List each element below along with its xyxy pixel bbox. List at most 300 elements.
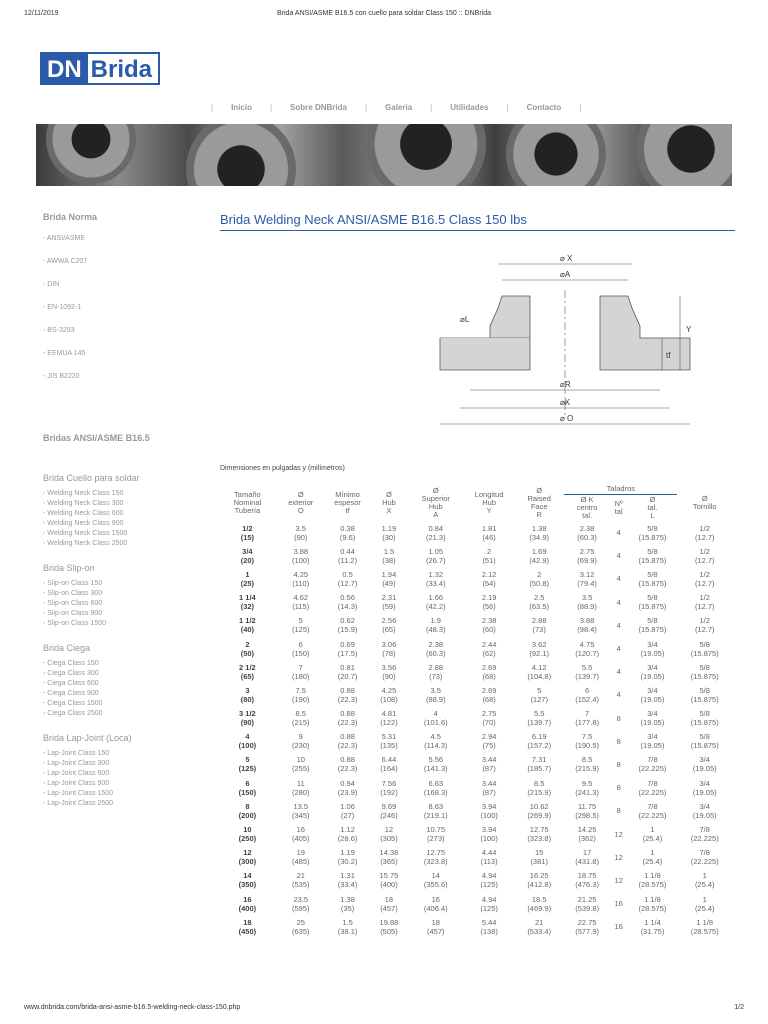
table-cell: 13.5 (345): [291, 801, 310, 820]
table-row: [218, 776, 732, 799]
table-cell: 1 (25): [240, 569, 255, 588]
table-cell: 1.38 (35): [340, 894, 355, 913]
table-cell: 3/4 (19.05): [640, 639, 665, 658]
table-cell: 8: [616, 713, 621, 723]
table-cell: 1.81 (46): [481, 523, 497, 542]
table-cell: 1.66 (42.2): [425, 593, 446, 612]
table-cell: 5/8 (15.875): [690, 732, 719, 751]
sidebar-item-ansi[interactable]: - ANSI/ASME: [43, 235, 86, 242]
flange-image-shape: [506, 124, 606, 186]
header-longitud: Longitud Hub Y: [474, 489, 504, 515]
table-cell: 1/2 (12.7): [694, 546, 715, 565]
label-l: ⌀L: [460, 315, 470, 324]
table-cell: 3.44 (87): [481, 755, 497, 774]
table-cell: 5 (125): [238, 755, 257, 774]
table-cell: 3.88 (100): [291, 546, 310, 565]
table-cell: 21.25 (539.8): [575, 894, 599, 913]
table-cell: 22.75 (577.9): [575, 917, 599, 936]
table-cell: 5/8 (15.875): [690, 685, 719, 704]
table-cell: 14.38 (365): [379, 848, 399, 867]
ciega-list: [43, 659, 203, 719]
table-cell: 0.56 (14.3): [337, 593, 358, 612]
table-cell: 2.19 (56): [481, 593, 497, 612]
table-row: [218, 915, 732, 938]
header-exterior: Ø exterior O: [288, 489, 314, 515]
table-cell: 2.75 (70): [481, 709, 497, 728]
sidebar-ansi-heading: Bridas ANSI/ASME B16.5: [43, 433, 150, 443]
sidebar-link[interactable]: - Ciega Class 600: [43, 680, 99, 687]
table-cell: 2.69 (68): [481, 685, 497, 704]
table-cell: 2.69 (68): [481, 662, 497, 681]
table-cell: 7/8 (22.225): [638, 755, 667, 774]
table-cell: 2.56 (65): [381, 616, 397, 635]
table-cell: 3.88 (98.4): [577, 616, 597, 635]
table-cell: 1 (25.4): [694, 894, 715, 913]
table-cell: 1.9 (48.3): [425, 616, 446, 635]
sidebar-link[interactable]: - Welding Neck Class 2500: [43, 540, 128, 547]
table-row: [218, 892, 732, 915]
table-cell: 5/8 (15.875): [690, 662, 719, 681]
table-cell: 25 (635): [291, 917, 310, 936]
label-a: ⌀A: [560, 270, 571, 279]
table-cell: 16: [614, 899, 623, 909]
table-row: [218, 637, 732, 660]
table-cell: 8: [616, 759, 621, 769]
table-cell: 5/8 (15.875): [638, 616, 667, 635]
table-cell: 8.5 (215.9): [575, 755, 599, 774]
table-cell: 8 (200): [238, 801, 257, 820]
table-cell: 1.31 (33.4): [337, 871, 358, 890]
header-espesor: Mínimo espesor tf: [334, 489, 361, 515]
table-cell: 9.69 (246): [380, 801, 398, 820]
sidebar-item-awwa[interactable]: - AWWA C207: [43, 258, 88, 265]
sidebar-link[interactable]: - Ciega Class 900: [43, 690, 99, 697]
table-cell: 2.88 (73): [531, 616, 547, 635]
table-cell: 18.75 (476.3): [575, 871, 599, 890]
table-row: [218, 753, 732, 776]
table-cell: 16 (406.4): [423, 894, 448, 913]
table-cell: 4: [616, 574, 621, 584]
table-cell: 3/4 (19.05): [692, 755, 717, 774]
sidebar-norma-heading: Brida Norma: [43, 212, 98, 222]
table-cell: 2.12 (54): [481, 569, 497, 588]
lap-joint-list: [43, 749, 203, 809]
slip-on-list: [43, 579, 203, 629]
table-cell: 1 1/2 (40): [239, 616, 256, 635]
table-cell: 4: [616, 690, 621, 700]
table-cell: 12: [614, 829, 623, 839]
table-cell: 2.31 (59): [381, 593, 397, 612]
table-cell: 3.44 (87): [481, 778, 497, 797]
sidebar-link[interactable]: - Lap-Joint Class 900: [43, 780, 110, 787]
table-cell: 1.69 (42.9): [529, 546, 549, 565]
norma-list: [43, 232, 203, 393]
dimensions-table: [218, 484, 732, 938]
table-cell: 12: [614, 875, 623, 885]
sidebar-link[interactable]: - Lap-Joint Class 600: [43, 770, 110, 777]
table-cell: 7 (180): [291, 662, 310, 681]
table-row: [218, 730, 732, 753]
logo-dn: DN: [40, 52, 88, 85]
print-date: 12/11/2019: [24, 10, 59, 17]
table-cell: 6.19 (157.2): [527, 732, 552, 751]
table-cell: 0.69 (17.5): [337, 639, 358, 658]
table-cell: 12.75 (323.8): [423, 848, 448, 867]
sidebar-item-jis[interactable]: - JIS B2220: [43, 373, 80, 380]
table-cell: 16.25 (412.8): [527, 871, 552, 890]
table-cell: 2.88 (73): [428, 662, 444, 681]
nav-separator: |: [579, 103, 582, 112]
table-cell: 5.5 (139.7): [575, 662, 599, 681]
table-cell: 0.88 (22.3): [337, 709, 358, 728]
label-y: Y: [686, 325, 692, 334]
table-cell: 3 (80): [240, 685, 255, 704]
table-cell: 3/4 (19.05): [640, 732, 665, 751]
table-cell: 4.25 (110): [292, 569, 310, 588]
sidebar-link[interactable]: - Slip-on Class 300: [43, 590, 103, 597]
sidebar-link[interactable]: - Welding Neck Class 150: [43, 490, 124, 497]
table-cell: 1 1/4 (31.75): [640, 917, 665, 936]
table-cell: 1.19 (30.2): [337, 848, 358, 867]
table-cell: 7.56 (192): [380, 778, 398, 797]
label-k: ⌀K: [560, 398, 571, 407]
dnbrida-logo[interactable]: [40, 52, 178, 85]
sidebar-link[interactable]: - Lap-Joint Class 150: [43, 750, 110, 757]
table-cell: 4.62 (115): [292, 593, 310, 612]
table-cell: 6.63 (168.3): [423, 778, 448, 797]
group-title-ciega[interactable]: Brida Ciega: [43, 643, 91, 653]
table-row: [218, 591, 732, 614]
table-cell: 5 (125): [291, 616, 310, 635]
sidebar-link[interactable]: - Ciega Class 300: [43, 670, 99, 677]
table-cell: 3/4 (20): [240, 546, 255, 565]
table-cell: 3/4 (19.05): [692, 778, 717, 797]
table-row: [218, 869, 732, 892]
table-cell: 5.31 (135): [380, 732, 398, 751]
group-title-lap-joint[interactable]: Brida Lap-Joint (Loca): [43, 733, 132, 743]
table-row: [218, 846, 732, 869]
table-cell: 1 (25.4): [642, 825, 663, 844]
nav-separator: |: [430, 103, 433, 112]
nav-sobre[interactable]: Sobre DNBrida: [290, 103, 347, 112]
table-cell: 4.94 (125): [480, 871, 498, 890]
table-cell: 2.38 (60.3): [425, 639, 446, 658]
table-cell: 4: [616, 620, 621, 630]
table-cell: 2.44 (62): [481, 639, 497, 658]
table-cell: 3.56 (90): [381, 662, 397, 681]
table-cell: 17 (431.8): [575, 848, 599, 867]
table-cell: 6 (150): [291, 639, 310, 658]
sidebar-link[interactable]: - Ciega Class 150: [43, 660, 99, 667]
table-body: [218, 521, 732, 938]
table-cell: 11.75 (298.5): [575, 801, 599, 820]
table-row: [218, 567, 732, 590]
sidebar-link[interactable]: - Welding Neck Class 300: [43, 500, 124, 507]
table-cell: 3/4 (19.05): [640, 709, 665, 728]
table-cell: 12 (305): [380, 825, 398, 844]
table-cell: 1.06 (27): [340, 801, 355, 820]
table-cell: 8: [616, 736, 621, 746]
nav-inicio[interactable]: Inicio: [231, 103, 252, 112]
table-cell: 3.94 (100): [480, 825, 498, 844]
table-cell: 4: [616, 528, 621, 538]
sidebar-item-bs[interactable]: - BS-3293: [43, 327, 75, 334]
table-cell: 3/4 (19.05): [640, 685, 665, 704]
table-cell: 7 (177.8): [575, 709, 599, 728]
table-cell: 3.5 (90): [294, 523, 308, 542]
table-cell: 1/2 (12.7): [694, 523, 715, 542]
sidebar-item-din[interactable]: - DIN: [43, 281, 60, 288]
table-cell: 5/8 (15.875): [638, 523, 667, 542]
sidebar-link[interactable]: - Lap-Joint Class 2500: [43, 800, 114, 807]
table-cell: 10 (255): [291, 755, 310, 774]
table-row: [218, 822, 732, 845]
table-cell: 2 1/2 (65): [239, 662, 256, 681]
table-cell: 3.94 (100): [480, 801, 498, 820]
sidebar-link[interactable]: - Ciega Class 1500: [43, 700, 103, 707]
table-cell: 5/8 (15.875): [690, 639, 719, 658]
table-cell: 4: [616, 667, 621, 677]
table-cell: 14 (355.6): [423, 871, 448, 890]
table-cell: 4: [616, 551, 621, 561]
table-cell: 19.88 (505): [379, 917, 399, 936]
table-cell: 21 (535): [291, 871, 310, 890]
table-cell: 18 (450): [238, 917, 257, 936]
table-cell: 4.81 (122): [380, 709, 398, 728]
table-cell: 2.94 (75): [481, 732, 497, 751]
table-row: [218, 683, 732, 706]
table-cell: 5/8 (15.875): [638, 546, 667, 565]
header-raised-face: Ø Raised Face R: [527, 485, 551, 519]
table-cell: 1.19 (30): [381, 523, 397, 542]
table-cell: 4: [616, 597, 621, 607]
table-cell: 8: [616, 783, 621, 793]
table-cell: 1 1/8 (28.575): [638, 894, 667, 913]
table-cell: 16 (405): [291, 825, 310, 844]
table-cell: 1.05 (26.7): [425, 546, 446, 565]
table-cell: 3.5 (88.9): [577, 593, 597, 612]
table-cell: 1.5 (38): [382, 546, 396, 565]
table-cell: 12 (300): [238, 848, 257, 867]
table-row: [218, 521, 732, 544]
table-cell: 15.75 (400): [379, 871, 399, 890]
sidebar-link[interactable]: - Welding Neck Class 1500: [43, 530, 128, 537]
flanges-banner-image: [36, 124, 732, 186]
header-tornillo: Ø Tornillo: [692, 493, 717, 511]
table-cell: 4.5 (114.3): [424, 732, 448, 751]
table-cell: 5/8 (15.875): [638, 569, 667, 588]
table-cell: 15 (381): [530, 848, 548, 867]
table-cell: 1 (25.4): [642, 848, 663, 867]
sidebar-item-en[interactable]: - EN-1092-1: [43, 304, 82, 311]
table-cell: 5/8 (15.875): [638, 593, 667, 612]
table-cell: 4.94 (125): [480, 894, 498, 913]
table-cell: 16 (400): [238, 894, 257, 913]
table-cell: 8: [616, 806, 621, 816]
welding-neck-list: [43, 489, 203, 549]
table-cell: 3.06 (78): [381, 639, 397, 658]
table-cell: 1.5 (38.1): [337, 917, 358, 936]
dimensions-note: Dimensiones en pulgadas y (milímetros): [220, 465, 345, 472]
table-cell: 16: [614, 922, 623, 932]
table-cell: 4.25 (108): [380, 685, 398, 704]
table-cell: 14 (350): [238, 871, 257, 890]
table-cell: 18.5 (469.9): [527, 894, 552, 913]
table-row: [218, 799, 732, 822]
sidebar-link[interactable]: - Slip-on Class 900: [43, 610, 103, 617]
nav-separator: |: [211, 103, 214, 112]
table-cell: 21 (533.4): [527, 917, 552, 936]
table-cell: 11 (280): [291, 778, 310, 797]
table-cell: 1 1/8 (28.575): [690, 917, 719, 936]
logo-brida: Brida: [88, 52, 160, 85]
label-tf: tf: [666, 351, 671, 360]
flange-image-shape: [186, 124, 296, 186]
table-cell: 0.94 (23.9): [337, 778, 358, 797]
sidebar-link[interactable]: - Slip-on Class 600: [43, 600, 103, 607]
table-cell: 5.44 (138): [480, 917, 498, 936]
table-cell: 2.5 (63.5): [529, 593, 549, 612]
flange-image-shape: [636, 124, 732, 186]
table-cell: 4.44 (113): [480, 848, 498, 867]
table-cell: 9.5 (241.3): [575, 778, 599, 797]
table-cell: 4 (101.6): [423, 709, 448, 728]
page-title: Brida Welding Neck ANSI/ASME B16.5 Class 150 lbs: [220, 212, 735, 231]
flange-image-shape: [46, 124, 136, 184]
sidebar-link[interactable]: - Lap-Joint Class 300: [43, 760, 110, 767]
sidebar-link[interactable]: - Lap-Joint Class 1500: [43, 790, 114, 797]
table-cell: 18 (457): [380, 894, 398, 913]
table-cell: 7.5 (190): [291, 685, 310, 704]
main-nav: [205, 103, 587, 112]
table-cell: 5.5 (139.7): [527, 709, 552, 728]
table-cell: 1 1/4 (32): [239, 593, 256, 612]
table-cell: 2.38 (60): [481, 616, 497, 635]
table-cell: 0.38 (9.6): [339, 523, 356, 542]
header-num-tal: Nº tal: [614, 499, 623, 516]
nav-galeria[interactable]: Galeria: [385, 103, 413, 112]
table-cell: 2 (50.8): [529, 569, 549, 588]
flange-diagram: [430, 250, 710, 430]
table-cell: 12.75 (323.8): [527, 825, 552, 844]
table-cell: 7/8 (22.225): [638, 801, 667, 820]
print-url: www.dnbrida.com/brida-ansi-asme-b16.5-welding-neck-class-150.php: [24, 1004, 241, 1011]
table-cell: 1.94 (49): [381, 569, 397, 588]
table-cell: 18 (457): [427, 917, 445, 936]
group-title-welding-neck[interactable]: Brida Cuello para soldar: [43, 473, 140, 483]
table-row: [218, 614, 732, 637]
table-cell: 7/8 (22.225): [638, 778, 667, 797]
table-cell: 3/4 (19.05): [692, 801, 717, 820]
print-page-number: 1/2: [734, 1004, 744, 1011]
table-cell: 1.12 (28.6): [337, 825, 358, 844]
sidebar-link[interactable]: - Slip-on Class 150: [43, 580, 103, 587]
table-cell: 10.75 (273): [426, 825, 446, 844]
sidebar-item-eemua[interactable]: - EEMUA 145: [43, 350, 86, 357]
sidebar-link[interactable]: - Welding Neck Class 600: [43, 510, 124, 517]
sidebar: [43, 212, 203, 809]
table-cell: 14.25 (362): [577, 825, 597, 844]
table-cell: 19 (485): [291, 848, 310, 867]
table-cell: 7.31 (185.7): [527, 755, 552, 774]
flange-image-shape: [366, 124, 486, 186]
header-taladros: Taladros: [564, 484, 677, 495]
table-row: [218, 544, 732, 567]
table-cell: 0.81 (20.7): [337, 662, 358, 681]
table-cell: 1.32 (33.4): [425, 569, 446, 588]
header-tal-l: Ø tal. L: [647, 495, 658, 520]
table-cell: 0.88 (22.3): [337, 732, 358, 751]
table-row: [218, 707, 732, 730]
label-r: ⌀R: [560, 380, 571, 389]
table-cell: 6 (150): [238, 778, 257, 797]
table-cell: 4.75 (120.7): [575, 639, 599, 658]
table-cell: 7/8 (22.225): [690, 825, 719, 844]
table-cell: 3.12 (79.4): [577, 569, 597, 588]
table-cell: 2.38 (60.3): [577, 523, 597, 542]
header-centro: Ø K centro tal.: [576, 495, 598, 520]
table-cell: 0.84 (21.3): [425, 523, 446, 542]
table-cell: 8.5 (215.9): [527, 778, 552, 797]
group-title-slip-on[interactable]: Brida Slip-on: [43, 563, 95, 573]
table-cell: 1/2 (12.7): [694, 593, 715, 612]
table-row: [218, 660, 732, 683]
table-cell: 1 1/8 (28.575): [638, 871, 667, 890]
table-cell: 1/2 (15): [240, 523, 255, 542]
table-cell: 23.5 (595): [291, 894, 310, 913]
header-tamano: Tamaño Nominal Tubería: [233, 489, 262, 515]
table-cell: 4: [616, 644, 621, 654]
table-cell: 0.62 (15.9): [337, 616, 358, 635]
nav-contacto[interactable]: Contacto: [526, 103, 562, 112]
sidebar-link[interactable]: - Ciega Class 2500: [43, 710, 103, 717]
table-cell: 8.63 (219.1): [423, 801, 448, 820]
table-cell: 1/2 (12.7): [694, 616, 715, 635]
nav-separator: |: [506, 103, 509, 112]
table-cell: 3/4 (19.05): [640, 662, 665, 681]
header-superior-hub: Ø Superior Hub A: [421, 485, 450, 519]
table-cell: 6.44 (164): [380, 755, 398, 774]
sidebar-link[interactable]: - Welding Neck Class 900: [43, 520, 124, 527]
nav-separator: |: [364, 103, 368, 112]
table-cell: 12: [614, 852, 623, 862]
table-cell: 5 (127): [530, 685, 548, 704]
table-cell: 4 (100): [238, 732, 257, 751]
nav-utilidades[interactable]: Utilidades: [450, 103, 489, 112]
table-cell: 0.5 (12.7): [337, 569, 358, 588]
sidebar-link[interactable]: - Slip-on Class 1500: [43, 620, 107, 627]
table-cell: 10 (250): [238, 825, 257, 844]
table-cell: 0.88 (22.3): [337, 755, 358, 774]
table-cell: 9 (230): [291, 732, 310, 751]
table-cell: 5.56 (141.3): [423, 755, 448, 774]
table-cell: 6 (152.4): [575, 685, 599, 704]
table-cell: 0.88 (22.3): [337, 685, 358, 704]
table-cell: 2 (50): [240, 639, 255, 658]
table-cell: 0.44 (11.2): [338, 546, 358, 565]
table-cell: 1/2 (12.7): [694, 569, 715, 588]
table-cell: 2 (51): [482, 546, 496, 565]
nav-separator: |: [269, 103, 273, 112]
label-x: ⌀ X: [560, 254, 573, 263]
table-cell: 7.5 (190.5): [575, 732, 599, 751]
print-page-title: Brida ANSI/ASME B16.5 con cuello para soldar Class 150 :: DNBrida: [277, 10, 491, 17]
table-cell: 3 1/2 (90): [239, 709, 256, 728]
table-cell: 1 (25.4): [694, 871, 715, 890]
table-cell: 8.5 (215): [291, 709, 310, 728]
table-header-row: [218, 484, 732, 495]
table-cell: 7/8 (22.225): [690, 848, 719, 867]
